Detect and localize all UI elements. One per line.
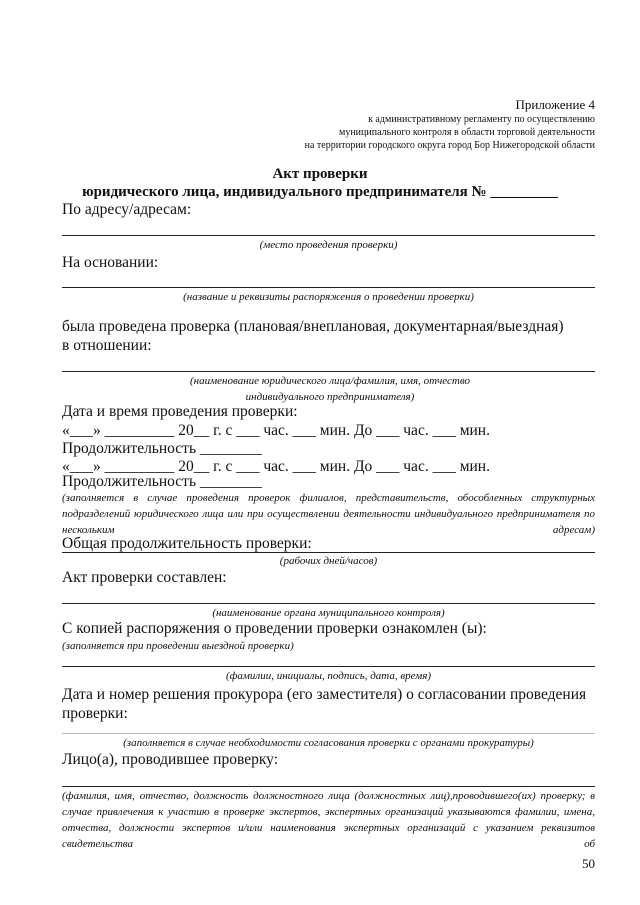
conducted-text-2: в отношении: xyxy=(62,337,152,354)
copy-line[interactable] xyxy=(62,666,595,667)
composed-label: Акт проверки составлен: xyxy=(62,569,227,586)
basis-caption: (название и реквизиты распоряжения о проведении проверки) xyxy=(183,291,474,303)
header-line-3: на территории городского округа город Бор Нижегородской области xyxy=(304,140,595,151)
subject-caption: (наименование юридического лица/фамилия, имя, отчество индивидуального предпринимателя) xyxy=(190,375,470,403)
document-subtitle: юридического лица, индивидуального предпринимателя № _________ xyxy=(82,184,558,200)
prosecutor-line[interactable] xyxy=(62,733,595,734)
inspector-caption: (фамилия, имя, отчество, должность должностного лица (должностных лиц),проводившего(их) проверку; в случае привлечения к участию в проверке экспертов, экспертных организаций указываются фамилии, имена, отчества, должности экспертов и/или наименования экспертных организаций с указанием реквизитов свидетельства об xyxy=(62,790,595,850)
address-line[interactable] xyxy=(62,235,595,236)
duration-label-1[interactable]: Продолжительность ________ xyxy=(62,440,262,457)
inspector-line[interactable] xyxy=(62,786,595,787)
datetime-label: Дата и время проведения проверки: xyxy=(62,403,298,420)
basis-line[interactable] xyxy=(62,287,595,288)
duration-label-2[interactable]: Продолжительность ________ xyxy=(62,473,262,490)
address-label: По адресу/адресам: xyxy=(62,201,192,218)
composed-line[interactable] xyxy=(62,603,595,604)
header-line-2: муниципального контроля в области торговой деятельности xyxy=(338,127,595,138)
composed-caption: (наименование органа муниципального контроля) xyxy=(212,607,445,619)
prosecutor-text-2: проверки: xyxy=(62,705,128,722)
prosecutor-text-1: Дата и номер решения прокурора (его заместителя) о согласовании проведения xyxy=(62,686,587,703)
conducted-text-1: была проведена проверка (плановая/внеплановая, документарная/выездная) xyxy=(62,318,564,335)
datetime-row-2[interactable]: «___» _________ 20__ г. с ___ час. ___ мин. До ___ час. ___ мин. xyxy=(62,458,490,475)
document-title: Акт проверки xyxy=(272,166,368,182)
datetime-row-1[interactable]: «___» _________ 20__ г. с ___ час. ___ мин. До ___ час. ___ мин. xyxy=(62,422,490,439)
basis-label: На основании: xyxy=(62,254,159,271)
copy-note: (заполняется при проведении выездной проверки) xyxy=(62,640,294,652)
page-number: 50 xyxy=(582,856,595,871)
inspector-label: Лицо(а), проводившее проверку: xyxy=(62,751,279,768)
address-caption: (место проведения проверки) xyxy=(259,239,398,251)
header-line-1: к административному регламенту по осуществлению xyxy=(368,114,595,125)
branches-note: (заполняется в случае проведения проверок филиалов, представительств, обособленных структурных подразделений юридического лица или при осуществлении деятельности индивидуального предпринимателя по нескольким адресам) xyxy=(62,492,595,536)
subject-line[interactable] xyxy=(62,371,595,372)
total-duration-caption: (рабочих дней/часов) xyxy=(279,555,378,567)
copy-caption: (фамилии, инициалы, подпись, дата, время) xyxy=(225,670,432,682)
appendix-label: Приложение 4 xyxy=(515,97,595,112)
total-duration-label: Общая продолжительность проверки: xyxy=(62,535,312,552)
prosecutor-caption: (заполняется в случае необходимости согласования проверки с органами прокуратуры) xyxy=(123,737,534,749)
copy-label: С копией распоряжения о проведении проверки ознакомлен (ы): xyxy=(62,620,487,637)
